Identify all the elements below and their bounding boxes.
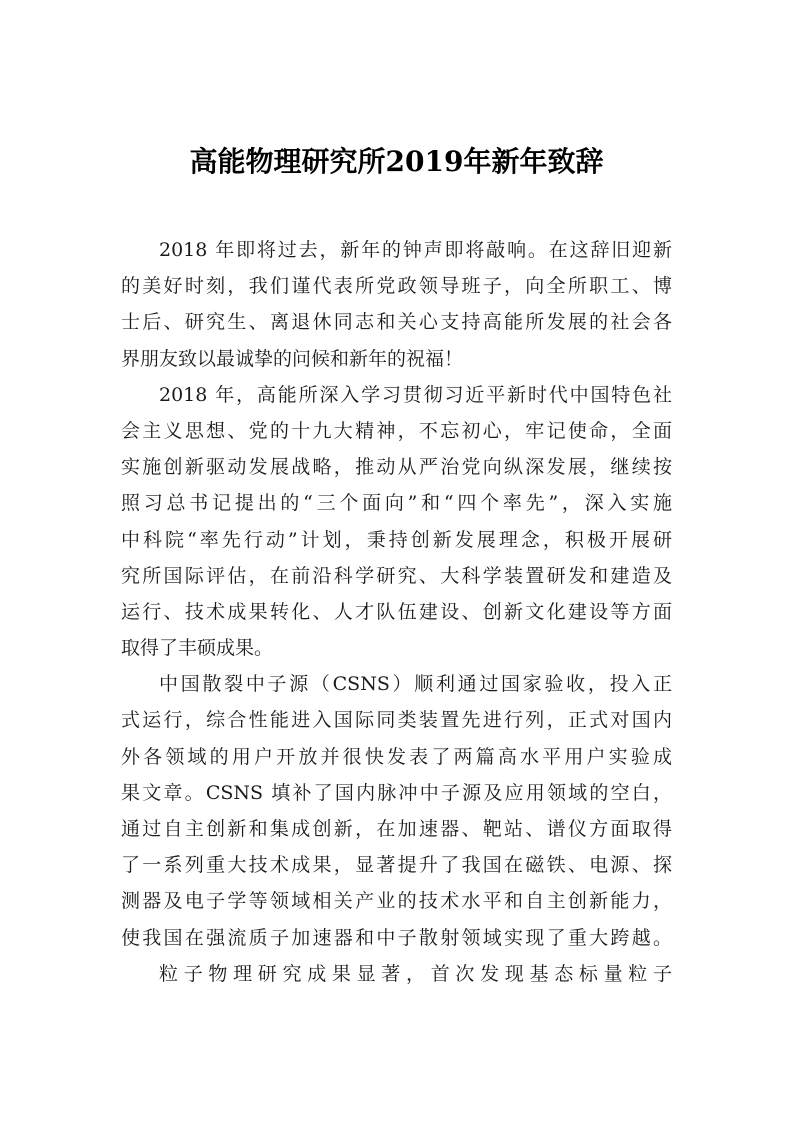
text-line: 中科院“率先行动”计划，秉持创新发展理念，积极开展研 xyxy=(121,528,672,551)
text-line: 实施创新驱动发展战略，推动从严治党向纵深发展，继续按 xyxy=(121,456,672,479)
text-line: 测器及电子学等领域相关产业的技术水平和自主创新能力， xyxy=(121,890,672,913)
paragraph-1 xyxy=(121,232,672,377)
paragraph-4 xyxy=(121,956,672,992)
paragraph-2 xyxy=(121,377,672,667)
text-line: 2018 年，高能所深入学习贯彻习近平新时代中国特色社 xyxy=(159,383,672,406)
text-line: 式运行，综合性能进入国际同类装置先进行列，正式对国内 xyxy=(121,709,672,732)
text-line: 2018 年即将过去，新年的钟声即将敲响。在这辞旧迎新 xyxy=(159,239,672,261)
text-line: 究所国际评估，在前沿科学研究、大科学装置研发和建造及 xyxy=(121,564,672,587)
text-line: 会主义思想、党的十九大精神，不忘初心，牢记使命，全面 xyxy=(121,419,672,442)
text-line: 士后、研究生、离退休同志和关心支持高能所发展的社会各 xyxy=(121,311,672,334)
document-body xyxy=(121,232,672,992)
paragraph-3 xyxy=(121,666,672,956)
text-line: 粒子物理研究成果显著，首次发现基态标量粒子 xyxy=(159,962,672,985)
text-line: 取得了丰硕成果。 xyxy=(121,637,274,660)
document-title: 高能物理研究所2019年新年致辞 xyxy=(189,145,604,178)
text-line: 果文章。CSNS 填补了国内脉冲中子源及应用领域的空白， xyxy=(121,781,672,804)
text-line: 通过自主创新和集成创新，在加速器、靶站、谱仪方面取得 xyxy=(121,818,672,840)
text-line: 界朋友致以最诚挚的问候和新年的祝福！ xyxy=(121,347,464,370)
text-line: 照习总书记提出的“三个面向”和“四个率先”，深入实施 xyxy=(121,492,672,515)
text-line: 外各领域的用户开放并很快发表了两篇高水平用户实验成 xyxy=(121,745,672,768)
text-line: 中国散裂中子源（CSNS）顺利通过国家验收，投入正 xyxy=(159,673,672,696)
text-line: 运行、技术成果转化、人才队伍建设、创新文化建设等方面 xyxy=(121,600,672,623)
text-line: 了一系列重大技术成果，显著提升了我国在磁铁、电源、探 xyxy=(121,854,672,877)
text-line: 的美好时刻，我们谨代表所党政领导班子，向全所职工、博 xyxy=(121,275,672,298)
text-line: 使我国在强流质子加速器和中子散射领域实现了重大跨越。 xyxy=(121,926,672,949)
